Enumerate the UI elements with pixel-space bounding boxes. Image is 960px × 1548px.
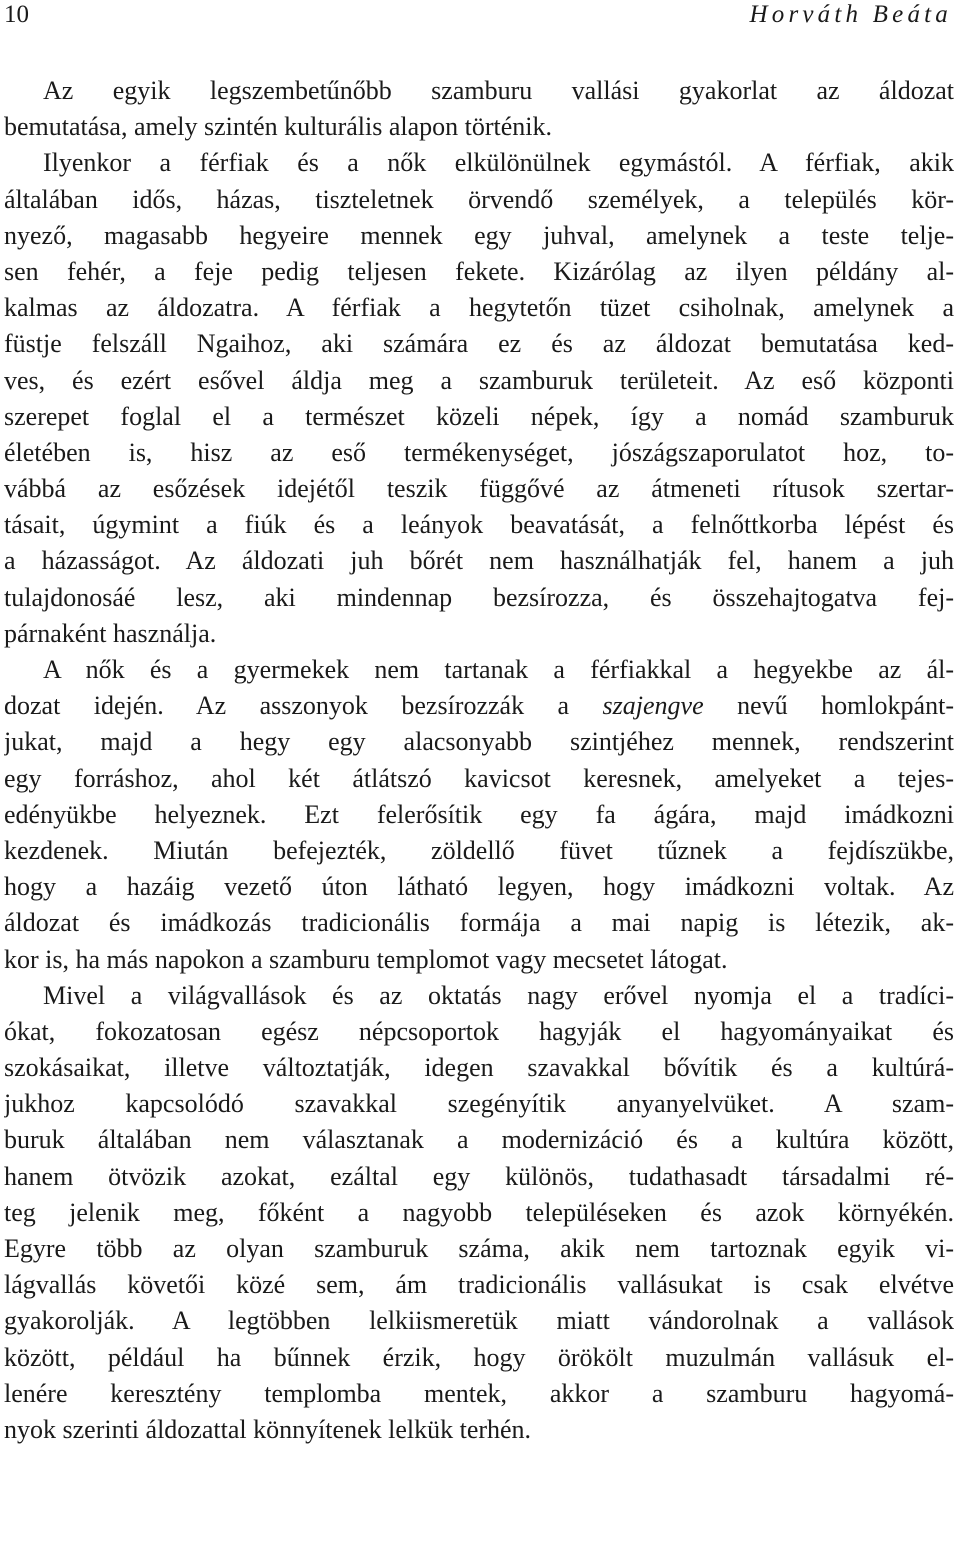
text-line: A nők és a gyermekek nem tartanak a férfiakkal a hegyekbe az ál- — [43, 655, 954, 684]
text-line: tulajdonosáé lesz, aki mindennap bezsírozza, és összehajtogatva fej- — [4, 582, 954, 612]
text-run: dozat idején. Az asszonyok bezsírozzák a — [4, 691, 603, 721]
text-line: vábbá az esőzések idejétől teszik függővé az átmeneti rítusok szertar- — [4, 474, 954, 504]
text-line: kalmas az áldozatra. A férfiak a hegytetőn tüzet csiholnak, amelynek a — [4, 293, 954, 323]
text-line: füstje felszáll Ngaihoz, aki számára ez és az áldozat bemutatása ked- — [4, 329, 954, 359]
text-line: edényükbe helyeznek. Ezt felerősítik egy fa ágára, majd imádkozni — [4, 799, 954, 829]
text-line: kor is, ha más napokon a szamburu templomot vagy mecsetet látogat. — [4, 944, 728, 974]
text-line: Ilyenkor a férfiak és a nők elkülönülnek egymástól. A férfiak, akik — [43, 148, 954, 178]
text-line: jukat, majd a hegy egy alacsonyabb szintjéhez mennek, rendszerint — [4, 727, 954, 757]
text-line — [4, 688, 954, 724]
text-line: áldozat és imádkozás tradicionális formája a mai napig is létezik, ak- — [4, 908, 954, 938]
text-line: egy forráshoz, ahol két átlátszó kavicsot keresnek, amelyeket a tejes- — [4, 763, 954, 793]
text-line: Egyre több az olyan szamburuk száma, akik nem tartoznak egyik vi- — [4, 1234, 954, 1263]
text-line: jukhoz kapcsolódó szavakkal szegényítik anyanyelvüket. A szam- — [4, 1089, 954, 1119]
text-line: nyező, magasabb hegyeire mennek egy juhval, amelynek a teste telje- — [4, 220, 954, 250]
body-text — [4, 73, 954, 1448]
text-line: hanem ötvözik azokat, ezáltal egy különös, tudathasadt társadalmi ré- — [4, 1161, 954, 1191]
text-line: a házasságot. Az áldozati juh bőrét nem használhatják fel, hanem a juh — [4, 546, 954, 576]
italic-term: szajengve — [602, 691, 704, 721]
text-line: Mivel a világvallások és az oktatás nagy erővel nyomja el a tradíci- — [43, 980, 954, 1010]
page-number: 10 — [4, 1, 29, 28]
text-line: ókat, fokozatosan egész népcsoportok hagyják el hagyományaikat és — [4, 1016, 954, 1046]
running-head: Horváth Beáta — [749, 1, 952, 28]
text-line: kezdenek. Miután befejezték, zöldellő füvet tűznek a fejdíszükbe, — [4, 835, 954, 865]
text-line: teg jelenik meg, főként a nagyobb településeken és azok környékén. — [4, 1197, 954, 1227]
text-line: buruk általában nem választanak a modernizáció és a kultúra között, — [4, 1125, 954, 1155]
text-line: gyakorolják. A legtöbben lelkiismeretük miatt vándorolnak a vallások — [4, 1306, 954, 1336]
text-line: párnaként használja. — [4, 618, 217, 648]
page-header — [4, 0, 952, 30]
text-line: lenére keresztény templomba mentek, akkor a szamburu hagyomá- — [4, 1378, 954, 1408]
text-line: hogy a hazáig vezető úton látható legyen, hogy imádkozni voltak. Az — [4, 872, 954, 902]
text-line: Az egyik legszembetűnőbb szamburu vallási gyakorlat az áldozat — [43, 76, 954, 105]
text-line: életében is, hisz az eső termékenységet, jószágszaporulatot hoz, to- — [4, 437, 954, 467]
text-line: között, például ha bűnnek érzik, hogy örökölt muzulmán vallásuk el- — [4, 1342, 954, 1372]
text-line: sen fehér, a feje pedig teljesen fekete. Kizárólag az ilyen példány al- — [4, 256, 954, 286]
text-line: bemutatása, amely szintén kulturális alapon történik. — [4, 112, 553, 142]
text-line: lágvallás követői közé sem, ám tradicionális vallásukat is csak elvétve — [4, 1270, 954, 1300]
text-line: szerepet foglal el a természet közeli népek, így a nomád szamburuk — [4, 401, 954, 431]
text-line: általában idős, házas, tiszteletnek örvendő személyek, a település kör- — [4, 184, 954, 214]
text-run: nevű homlokpánt- — [703, 691, 954, 721]
text-line: szokásaikat, illetve változtatják, idegen szavakkal bővítik és a kultúrá- — [4, 1053, 954, 1083]
text-line: nyok szerinti áldozattal könnyítenek lelkük terhén. — [4, 1414, 532, 1444]
text-line: ves, és ezért esővel áldja meg a szamburuk területeit. Az eső központi — [4, 365, 954, 395]
text-line: tásait, úgymint a fiúk és a leányok beavatását, a felnőttkorba lépést és — [4, 510, 954, 540]
